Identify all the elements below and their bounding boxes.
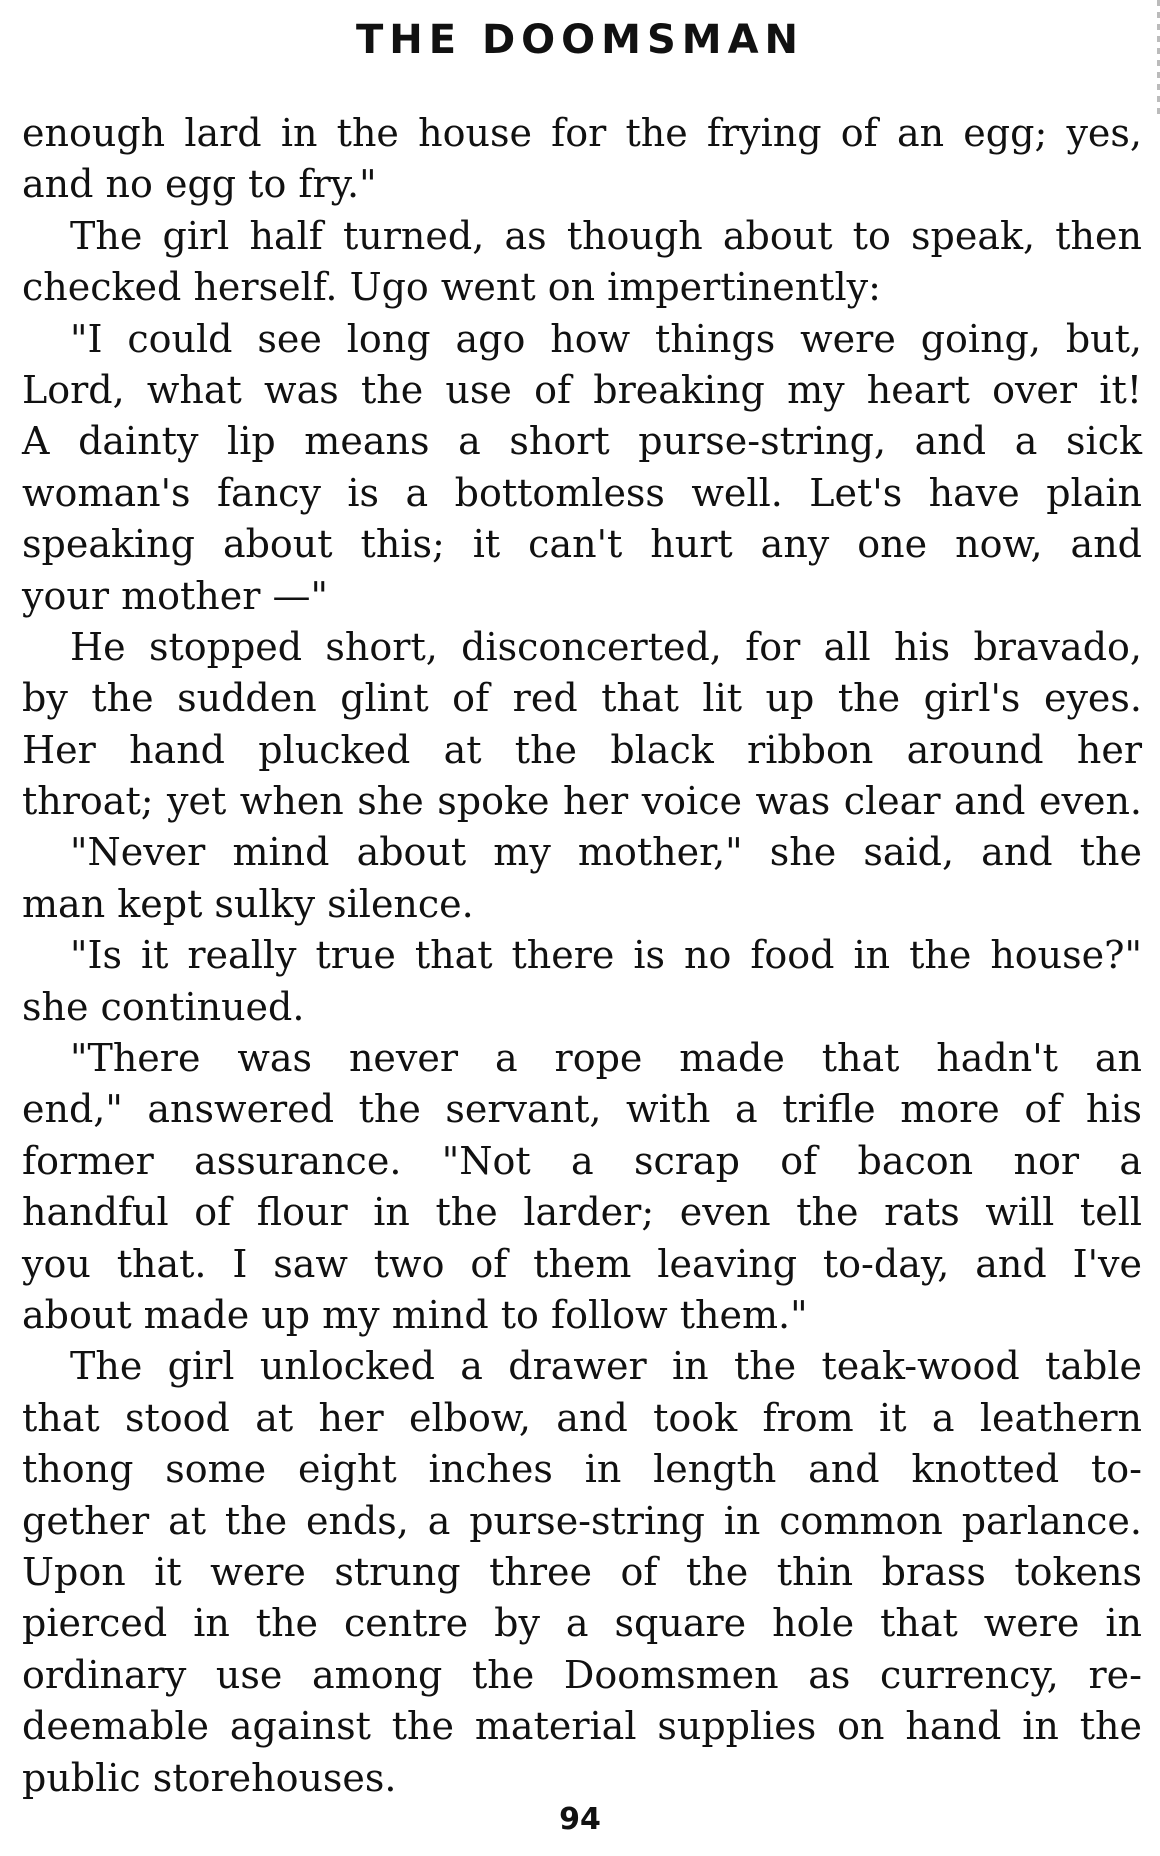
text-line: by the sudden glint of red that lit up the girl's eyes. bbox=[22, 676, 1142, 721]
text-line: Lord, what was the use of breaking my heart over it! bbox=[22, 367, 1142, 412]
text-line: A dainty lip means a short purse-string, and a sick bbox=[22, 419, 1142, 464]
text-line: checked herself. Ugo went on impertinently: bbox=[22, 265, 881, 310]
text-line: The girl half turned, as though about to speak, then bbox=[70, 213, 1142, 258]
text-line: throat; yet when she spoke her voice was clear and even. bbox=[22, 779, 1142, 824]
running-title: THE DOOMSMAN bbox=[355, 17, 805, 63]
text-line: and no egg to fry." bbox=[22, 162, 377, 207]
text-line: thong some eight inches in length and knotted to- bbox=[22, 1447, 1142, 1492]
text-line: your mother —" bbox=[22, 573, 328, 618]
text-line: about made up my mind to follow them." bbox=[22, 1292, 808, 1337]
text-line: handful of flour in the larder; even the rats will tell bbox=[22, 1190, 1142, 1235]
text-line: ordinary use among the Doomsmen as currency, re- bbox=[22, 1652, 1142, 1697]
text-line: woman's fancy is a bottomless well. Let's have plain bbox=[22, 470, 1142, 515]
text-line: man kept sulky silence. bbox=[22, 881, 474, 926]
text-line: enough lard in the house for the frying of an egg; yes, bbox=[22, 111, 1142, 155]
text-line: deemable against the material supplies on hand in the bbox=[22, 1704, 1142, 1749]
text-line: Her hand plucked at the black ribbon around her bbox=[22, 727, 1142, 772]
text-line: "I could see long ago how things were going, but, bbox=[70, 316, 1142, 361]
text-line: The girl unlocked a drawer in the teak-wood table bbox=[70, 1344, 1142, 1389]
text-line: "There was never a rope made that hadn't an bbox=[70, 1036, 1142, 1081]
text-line: gether at the ends, a purse-string in common parlance. bbox=[22, 1498, 1142, 1543]
text-line: she continued. bbox=[22, 984, 305, 1029]
page-number: 94 bbox=[559, 1802, 601, 1837]
text-line: pierced in the centre by a square hole that were in bbox=[22, 1601, 1142, 1646]
text-line: that stood at her elbow, and took from it a leathern bbox=[22, 1395, 1142, 1440]
text-line: public storehouses. bbox=[22, 1755, 397, 1800]
text-line: former assurance. "Not a scrap of bacon nor a bbox=[22, 1138, 1142, 1183]
page-body-text bbox=[22, 108, 1142, 1804]
text-line: He stopped short, disconcerted, for all his bravado, bbox=[70, 624, 1142, 669]
text-line: speaking about this; it can't hurt any one now, and bbox=[22, 522, 1142, 567]
text-line: "Is it really true that there is no food in the house?" bbox=[70, 933, 1142, 978]
text-line: end," answered the servant, with a trifle more of his bbox=[22, 1087, 1142, 1132]
text-line: Upon it were strung three of the thin brass tokens bbox=[22, 1549, 1142, 1594]
text-line: "Never mind about my mother," she said, and the bbox=[70, 830, 1142, 875]
text-line: you that. I saw two of them leaving to-day, and I've bbox=[22, 1241, 1142, 1286]
